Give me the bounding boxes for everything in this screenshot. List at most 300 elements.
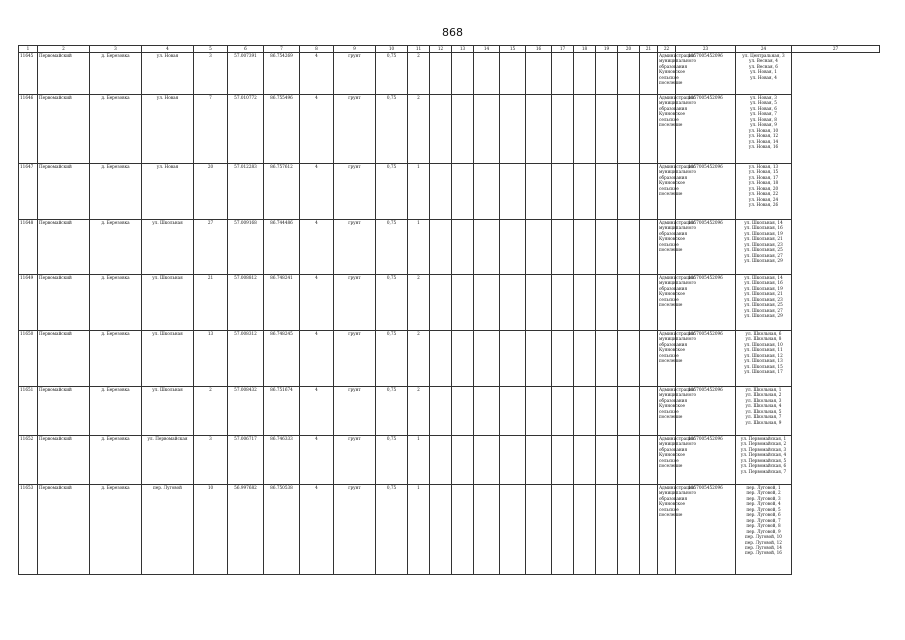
- empty-cell: [500, 436, 526, 485]
- owner-line: поселение: [659, 414, 683, 420]
- address-line: ул. Новая, 4: [750, 74, 777, 80]
- surface-cell: грунт: [334, 275, 376, 331]
- empty-cell: [452, 387, 474, 436]
- empty-cell: [430, 220, 452, 275]
- ogrn-cell: 1057005452096: [676, 275, 736, 331]
- empty-cell: [500, 95, 526, 164]
- served-addresses-cell: [736, 485, 792, 575]
- registry-table: [18, 45, 880, 575]
- empty-cell: [452, 275, 474, 331]
- column-8-cell: 4: [300, 387, 334, 436]
- empty-cell: [452, 164, 474, 220]
- address-line: пер. Луговой, 7: [746, 517, 781, 523]
- empty-cell: [596, 53, 618, 95]
- ogrn-cell: 1057005452096: [676, 164, 736, 220]
- owner-cell: [658, 331, 697, 387]
- empty-cell: [500, 53, 526, 95]
- empty-cell: [552, 436, 574, 485]
- address-line: ул. Школьная, 25: [744, 302, 783, 308]
- owner-cell: [658, 275, 697, 331]
- surface-cell: грунт: [334, 220, 376, 275]
- empty-cell: [552, 387, 574, 436]
- locality-cell: д. Березовка: [90, 485, 142, 575]
- address-line: ул. Первомайская, 2: [740, 441, 787, 447]
- record-id-cell: 11652: [19, 436, 38, 485]
- address-line: ул. Новая, 10: [748, 127, 779, 133]
- empty-cell: [596, 275, 618, 331]
- empty-cell: [430, 164, 452, 220]
- house-cell: 20: [194, 164, 228, 220]
- owner-line: Куяновское сельское: [659, 501, 685, 512]
- address-line: ул. Школьная, 17: [744, 369, 783, 375]
- latitude-cell: 57.008312: [228, 331, 264, 387]
- empty-cell: [574, 53, 596, 95]
- column-8-cell: 4: [300, 485, 334, 575]
- address-line: пер. Луговой, 5: [746, 506, 781, 512]
- address-line: ул. Школьная, 23: [744, 296, 783, 302]
- longitude-cell: 86.754269: [264, 53, 300, 95]
- owner-line: образования: [659, 446, 688, 452]
- owner-line: поселение: [659, 302, 683, 308]
- street-cell: ул. Новая: [142, 53, 194, 95]
- address-line: ул. Школьная, 2: [745, 392, 782, 398]
- owner-line: муниципального: [659, 280, 697, 286]
- served-addresses-cell: [736, 95, 792, 164]
- count-cell: 2: [408, 275, 430, 331]
- district-cell: Первомайский: [38, 387, 90, 436]
- address-line: пер. Луговой, 10: [745, 534, 782, 540]
- district-cell: Первомайский: [38, 331, 90, 387]
- owner-line: поселение: [659, 512, 683, 518]
- empty-cell: [640, 331, 658, 387]
- area-cell: 0,75: [376, 53, 408, 95]
- address-line: ул. Школьная, 29: [744, 258, 783, 264]
- address-line: ул. Школьная, 16: [744, 225, 783, 231]
- empty-cell: [430, 436, 452, 485]
- empty-cell: [574, 164, 596, 220]
- empty-cell: [452, 436, 474, 485]
- empty-cell: [552, 485, 574, 575]
- count-cell: 2: [408, 95, 430, 164]
- count-cell: 1: [408, 485, 430, 575]
- locality-cell: д. Березовка: [90, 95, 142, 164]
- empty-cell: [500, 331, 526, 387]
- record-id-cell: 11648: [19, 220, 38, 275]
- locality-cell: д. Березовка: [90, 387, 142, 436]
- owner-line: муниципального: [659, 225, 697, 231]
- empty-cell: [526, 95, 552, 164]
- empty-cell: [596, 220, 618, 275]
- address-line: ул. Школьная, 3: [745, 397, 782, 403]
- empty-cell: [640, 53, 658, 95]
- empty-cell: [552, 331, 574, 387]
- empty-cell: [618, 164, 640, 220]
- street-cell: ул. Первомайская: [142, 436, 194, 485]
- table-row: [19, 331, 880, 387]
- address-line: ул. Школьная, 13: [744, 358, 783, 364]
- longitude-cell: 86.757612: [264, 164, 300, 220]
- ogrn-cell: 1057005452096: [676, 95, 736, 164]
- empty-cell: [574, 275, 596, 331]
- owner-cell: [658, 387, 697, 436]
- empty-cell: [452, 53, 474, 95]
- empty-cell: [474, 436, 500, 485]
- surface-cell: грунт: [334, 164, 376, 220]
- ogrn-cell: 1057005452096: [676, 331, 736, 387]
- empty-cell: [452, 331, 474, 387]
- empty-cell: [552, 95, 574, 164]
- owner-line: поселение: [659, 358, 683, 364]
- column-8-cell: 4: [300, 95, 334, 164]
- owner-line: Администрация: [659, 275, 695, 280]
- column-8-cell: 4: [300, 275, 334, 331]
- empty-cell: [474, 275, 500, 331]
- empty-cell: [618, 436, 640, 485]
- owner-line: Администрация: [659, 95, 695, 100]
- served-addresses-cell: [736, 275, 792, 331]
- owner-cell: [658, 95, 697, 164]
- count-cell: 1: [408, 436, 430, 485]
- address-line: ул. Первомайская, 1: [740, 436, 787, 441]
- table-row: [19, 95, 880, 164]
- address-line: ул. Школьная, 25: [744, 247, 783, 253]
- address-line: ул. Первомайская, 6: [740, 463, 787, 469]
- latitude-cell: 56.997682: [228, 485, 264, 575]
- house-cell: 21: [194, 275, 228, 331]
- street-cell: ул. Новая: [142, 164, 194, 220]
- empty-cell: [574, 387, 596, 436]
- empty-cell: [596, 95, 618, 164]
- locality-cell: д. Березовка: [90, 164, 142, 220]
- district-cell: Первомайский: [38, 436, 90, 485]
- address-line: ул. Школьная, 8: [745, 336, 782, 342]
- empty-cell: [526, 220, 552, 275]
- owner-line: образования: [659, 341, 688, 347]
- area-cell: 0,75: [376, 331, 408, 387]
- owner-line: образования: [659, 105, 688, 111]
- street-cell: ул. Новая: [142, 95, 194, 164]
- owner-line: Администрация: [659, 436, 695, 441]
- empty-cell: [552, 53, 574, 95]
- address-line: ул. Первомайская, 5: [740, 457, 787, 463]
- empty-cell: [430, 95, 452, 164]
- empty-cell: [430, 53, 452, 95]
- owner-line: Куяновское сельское: [659, 452, 685, 463]
- empty-cell: [452, 220, 474, 275]
- address-line: ул. Школьная, 1: [745, 387, 782, 392]
- address-line: ул. Новая, 1: [750, 69, 777, 75]
- latitude-cell: 57.007391: [228, 53, 264, 95]
- house-cell: 27: [194, 220, 228, 275]
- address-line: пер. Луговой, 1: [746, 485, 781, 490]
- column-number-cell: 13: [452, 46, 474, 53]
- address-line: ул. Школьная, 5: [745, 408, 782, 414]
- empty-cell: [474, 95, 500, 164]
- empty-cell: [574, 95, 596, 164]
- empty-cell: [474, 53, 500, 95]
- latitude-cell: 57.009168: [228, 220, 264, 275]
- owner-line: муниципального: [659, 336, 697, 342]
- locality-cell: д. Березовка: [90, 220, 142, 275]
- address-line: ул. Новая, 8: [750, 116, 777, 122]
- address-line: пер. Луговой, 14: [745, 544, 782, 550]
- latitude-cell: 57.010772: [228, 95, 264, 164]
- area-cell: 0,75: [376, 275, 408, 331]
- empty-cell: [430, 485, 452, 575]
- address-line: ул. Весная, 6: [749, 63, 778, 69]
- address-line: ул. Новая, 22: [748, 191, 779, 197]
- table-row: [19, 485, 880, 575]
- longitude-cell: 86.746333: [264, 436, 300, 485]
- count-cell: 2: [408, 387, 430, 436]
- area-cell: 0,75: [376, 95, 408, 164]
- empty-cell: [552, 275, 574, 331]
- owner-line: образования: [659, 230, 688, 236]
- house-cell: 2: [194, 387, 228, 436]
- district-cell: Первомайский: [38, 53, 90, 95]
- served-addresses-cell: [736, 53, 792, 95]
- empty-cell: [640, 387, 658, 436]
- house-cell: 10: [194, 485, 228, 575]
- column-8-cell: 4: [300, 220, 334, 275]
- owner-line: поселение: [659, 463, 683, 469]
- owner-line: Администрация: [659, 220, 695, 225]
- address-line: ул. Новая, 3: [750, 95, 777, 100]
- owner-line: муниципального: [659, 58, 697, 64]
- page-number: 868: [442, 26, 463, 39]
- column-number-cell: 20: [618, 46, 640, 53]
- owner-line: муниципального: [659, 441, 697, 447]
- record-id-cell: 11647: [19, 164, 38, 220]
- longitude-cell: 86.755496: [264, 95, 300, 164]
- owner-line: Куяновское сельское: [659, 403, 685, 414]
- empty-cell: [640, 220, 658, 275]
- empty-cell: [552, 220, 574, 275]
- empty-cell: [640, 436, 658, 485]
- empty-cell: [574, 331, 596, 387]
- district-cell: Первомайский: [38, 95, 90, 164]
- address-line: ул. Школьная, 27: [744, 307, 783, 313]
- address-line: ул. Школьная, 19: [744, 285, 783, 291]
- empty-cell: [500, 387, 526, 436]
- empty-cell: [474, 387, 500, 436]
- address-line: ул. Школьная, 11: [744, 347, 783, 353]
- ogrn-cell: 1057005452096: [676, 220, 736, 275]
- address-line: пер. Луговой, 16: [745, 550, 782, 556]
- address-line: ул. Новая, 14: [748, 138, 779, 144]
- house-cell: 3: [194, 53, 228, 95]
- empty-cell: [500, 485, 526, 575]
- column-number-cell: 1: [19, 46, 38, 53]
- column-number-cell: 17: [552, 46, 574, 53]
- empty-cell: [474, 485, 500, 575]
- empty-cell: [640, 95, 658, 164]
- owner-line: муниципального: [659, 100, 697, 106]
- column-8-cell: 4: [300, 436, 334, 485]
- owner-line: образования: [659, 495, 688, 501]
- table-row: [19, 53, 880, 95]
- street-cell: ул. Школьная: [142, 220, 194, 275]
- record-id-cell: 11646: [19, 95, 38, 164]
- address-line: ул. Школьная, 14: [744, 275, 783, 280]
- owner-cell: [658, 485, 697, 575]
- empty-cell: [452, 95, 474, 164]
- street-cell: ул. Школьная: [142, 331, 194, 387]
- locality-cell: д. Березовка: [90, 436, 142, 485]
- column-number-cell: 9: [334, 46, 376, 53]
- surface-cell: грунт: [334, 436, 376, 485]
- column-number-cell: 3: [90, 46, 142, 53]
- street-cell: ул. Школьная: [142, 387, 194, 436]
- owner-cell: [658, 220, 697, 275]
- address-line: ул. Первомайская, 3: [740, 446, 787, 452]
- address-line: ул. Школьная, 7: [745, 414, 782, 420]
- count-cell: 2: [408, 53, 430, 95]
- empty-cell: [474, 331, 500, 387]
- owner-cell: [658, 436, 697, 485]
- surface-cell: грунт: [334, 95, 376, 164]
- longitude-cell: 86.750538: [264, 485, 300, 575]
- address-line: ул. Первомайская, 7: [740, 468, 787, 474]
- street-cell: ул. Школьная: [142, 275, 194, 331]
- empty-cell: [574, 436, 596, 485]
- latitude-cell: 57.006717: [228, 436, 264, 485]
- column-number-cell: 14: [474, 46, 500, 53]
- empty-cell: [474, 164, 500, 220]
- house-cell: 13: [194, 331, 228, 387]
- address-line: пер. Луговой, 2: [746, 490, 781, 496]
- district-cell: Первомайский: [38, 485, 90, 575]
- empty-cell: [574, 485, 596, 575]
- column-8-cell: 4: [300, 53, 334, 95]
- table-row: [19, 275, 880, 331]
- owner-line: Куяновское сельское: [659, 69, 685, 80]
- column-number-cell: 5: [194, 46, 228, 53]
- address-line: ул. Новая, 26: [748, 202, 779, 208]
- address-line: пер. Луговой, 12: [745, 539, 782, 545]
- owner-line: Куяновское сельское: [659, 347, 685, 358]
- address-line: ул. Новая, 12: [748, 133, 779, 139]
- table-row: [19, 220, 880, 275]
- district-cell: Первомайский: [38, 164, 90, 220]
- empty-cell: [430, 331, 452, 387]
- empty-cell: [552, 164, 574, 220]
- address-line: ул. Новая, 6: [750, 105, 777, 111]
- empty-cell: [500, 220, 526, 275]
- address-line: ул. Школьная, 23: [744, 241, 783, 247]
- empty-cell: [618, 95, 640, 164]
- record-id-cell: 11649: [19, 275, 38, 331]
- column-number-row: [19, 46, 880, 53]
- column-number-cell: 19: [596, 46, 618, 53]
- column-number-cell: 8: [300, 46, 334, 53]
- owner-line: образования: [659, 63, 688, 69]
- surface-cell: грунт: [334, 485, 376, 575]
- column-number-cell: 21: [640, 46, 658, 53]
- table-row: [19, 436, 880, 485]
- column-8-cell: 4: [300, 164, 334, 220]
- address-line: ул. Новая, 17: [748, 174, 779, 180]
- address-line: пер. Луговой, 4: [746, 501, 781, 507]
- column-number-cell: 6: [228, 46, 264, 53]
- empty-cell: [596, 387, 618, 436]
- owner-line: Администрация: [659, 53, 695, 58]
- owner-line: образования: [659, 285, 688, 291]
- count-cell: 1: [408, 164, 430, 220]
- owner-cell: [658, 164, 697, 220]
- empty-cell: [526, 485, 552, 575]
- record-id-cell: 11651: [19, 387, 38, 436]
- served-addresses-cell: [736, 220, 792, 275]
- owner-line: Куяновское сельское: [659, 291, 685, 302]
- owner-line: поселение: [659, 80, 683, 86]
- served-addresses-cell: [736, 164, 792, 220]
- address-line: ул. Новая, 13: [748, 164, 779, 169]
- address-line: ул. Новая, 16: [748, 144, 779, 150]
- address-line: ул. Новая, 20: [748, 185, 779, 191]
- address-line: ул. Новая, 24: [748, 196, 779, 202]
- area-cell: 0,75: [376, 485, 408, 575]
- table-row: [19, 164, 880, 220]
- column-number-cell: 7: [264, 46, 300, 53]
- column-8-cell: 4: [300, 331, 334, 387]
- empty-cell: [596, 164, 618, 220]
- street-cell: пер. Луговой: [142, 485, 194, 575]
- owner-line: образования: [659, 174, 688, 180]
- address-line: ул. Новая, 5: [750, 100, 777, 106]
- address-line: пер. Луговой, 3: [746, 495, 781, 501]
- empty-cell: [640, 275, 658, 331]
- longitude-cell: 86.744486: [264, 220, 300, 275]
- count-cell: 2: [408, 331, 430, 387]
- address-line: ул. Школьная, 29: [744, 313, 783, 319]
- address-line: ул. Школьная, 14: [744, 220, 783, 225]
- empty-cell: [596, 485, 618, 575]
- empty-cell: [618, 220, 640, 275]
- locality-cell: д. Березовка: [90, 275, 142, 331]
- address-line: ул. Новая, 9: [750, 122, 777, 128]
- owner-line: муниципального: [659, 490, 697, 496]
- address-line: ул. Весная, 4: [749, 58, 778, 64]
- empty-cell: [430, 275, 452, 331]
- owner-line: Куяновское сельское: [659, 180, 685, 191]
- owner-line: Администрация: [659, 164, 695, 169]
- address-line: ул. Новая, 18: [748, 180, 779, 186]
- area-cell: 0,75: [376, 164, 408, 220]
- address-line: ул. Школьная, 15: [744, 363, 783, 369]
- column-number-cell: 23: [676, 46, 736, 53]
- ogrn-cell: 1057005452096: [676, 53, 736, 95]
- empty-cell: [526, 436, 552, 485]
- address-line: ул. Школьная, 21: [744, 291, 783, 297]
- latitude-cell: 57.008432: [228, 387, 264, 436]
- empty-cell: [526, 164, 552, 220]
- address-line: ул. Первомайская, 4: [740, 452, 787, 458]
- address-line: ул. Школьная, 27: [744, 252, 783, 258]
- longitude-cell: 86.751674: [264, 387, 300, 436]
- area-cell: 0,75: [376, 387, 408, 436]
- empty-cell: [574, 220, 596, 275]
- column-number-cell: 4: [142, 46, 194, 53]
- house-cell: 7: [194, 95, 228, 164]
- address-line: ул. Школьная, 10: [744, 341, 783, 347]
- surface-cell: грунт: [334, 387, 376, 436]
- address-line: ул. Школьная, 6: [745, 331, 782, 336]
- table-row: [19, 387, 880, 436]
- empty-cell: [500, 275, 526, 331]
- surface-cell: грунт: [334, 53, 376, 95]
- owner-line: поселение: [659, 191, 683, 197]
